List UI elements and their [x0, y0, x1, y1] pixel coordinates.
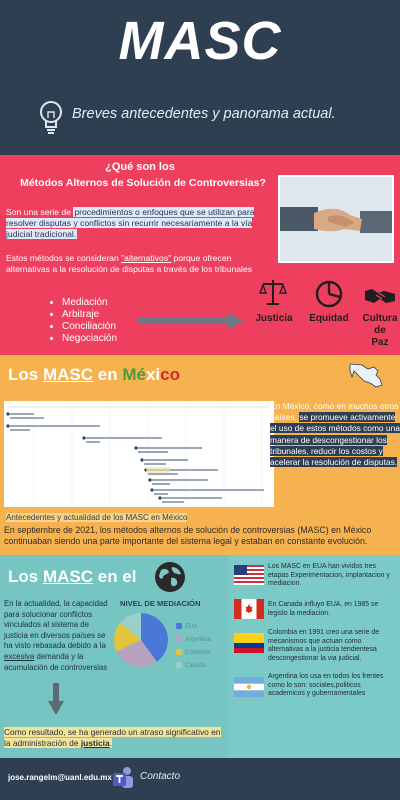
question-line-1: ¿Qué son los	[105, 161, 175, 173]
list-item: • Arbitraje	[62, 309, 117, 321]
handshake-icon	[364, 281, 396, 311]
side-intro: En México, como en muchos otros países,	[270, 401, 399, 423]
mediation-pie-chart	[112, 611, 170, 669]
section-title-world	[8, 567, 136, 587]
section-mexico	[0, 355, 400, 555]
mexico-side-text	[270, 401, 400, 468]
result-paragraph	[4, 727, 226, 748]
usa-flag-icon	[234, 565, 264, 585]
arrow-down-icon	[48, 683, 64, 715]
alternative-paragraph	[6, 253, 274, 275]
legend-item	[176, 634, 211, 647]
side-highlight: se promueve activamente el uso de estos métodos como una manera de descongestionar los tribunales, reducir los costos y acelerar la resolución de disputas.	[270, 412, 400, 468]
title-masc-world: MASC	[42, 567, 94, 586]
world-para-underline: excesiva	[4, 651, 35, 661]
world-para-b: demanda y la acumulación de controversias	[4, 651, 108, 672]
contact-label: Contacto	[140, 771, 181, 782]
arrow-right-icon	[138, 313, 244, 329]
question-line-2: Métodos Alternos de Solución de Controversias?	[20, 177, 266, 189]
title-los-world: Los	[8, 567, 43, 586]
legend-swatch	[176, 636, 182, 642]
legend-item	[176, 647, 211, 660]
definition-highlight: procedimientos o enfoques que se utilizan para resolver disputas y conflictos sin recurrir necesariamente a la vía judicial tradicional.	[6, 207, 255, 240]
legend-label: Colombia	[185, 650, 211, 656]
chart-title: NIVEL DE MEDIACIÓN	[120, 599, 201, 608]
definition-paragraph	[6, 207, 274, 241]
legend-swatch	[176, 649, 182, 655]
title-en-el: en el	[93, 567, 137, 586]
country-text-eua: Los MASC en EUA han vividos tres etapas Experimentacion, implantacion y mediacion.	[268, 563, 390, 588]
section-what-are	[0, 155, 400, 355]
title-en: en	[93, 365, 123, 384]
page-title: MASC	[118, 11, 282, 71]
pie-chart-icon	[314, 279, 344, 309]
legend-item	[176, 621, 211, 634]
handshake-image	[278, 175, 394, 263]
result-text: Como resultado, se ha generado un atraso significativo en la administración de	[4, 727, 221, 748]
world-para-a: En la actualidad, la capacidad para solucionar conflictos vinculados al sistema de justicia en diversos países se ha visto rebasada debido a la	[4, 599, 108, 651]
section-title-mexico	[8, 365, 180, 385]
title-xi: xi	[145, 365, 161, 384]
timeline-image	[4, 401, 274, 507]
legend-label: EUA	[185, 624, 198, 630]
mexico-paragraph: En septiembre de 2021, los métodos alternos de solución de controversias (MASC) en México continuaban siendo una parte importante del sistema legal y estaban en constante evolución.	[4, 525, 372, 546]
chart-legend	[176, 621, 211, 673]
label-cultura-de-paz	[360, 313, 400, 349]
methods-list	[62, 297, 117, 345]
title-co: co	[160, 365, 180, 384]
mexico-map-icon	[348, 361, 384, 389]
legend-label: Argentina	[185, 637, 211, 643]
email-link[interactable]: jose.rangelm@uanl.edu.mx	[8, 773, 112, 782]
argentina-flag-icon	[234, 677, 264, 697]
teams-icon	[112, 764, 134, 792]
list-item: • Negociación	[62, 333, 117, 345]
alternative-intro: Estos métodos se consideran	[6, 253, 122, 263]
legend-swatch	[176, 662, 182, 668]
globe-icon	[154, 561, 186, 593]
alternative-term: "alternativos"	[121, 253, 172, 263]
label-paz: Paz	[371, 337, 389, 348]
legend-swatch	[176, 623, 182, 629]
legend-label: Canadá	[185, 663, 207, 669]
list-item: • Conciliación	[62, 321, 117, 333]
section-world	[0, 555, 400, 758]
title-masc: MASC	[42, 365, 94, 384]
country-text-canada: En Canada influyo EUA, en 1985 se legislo la mediacion.	[268, 601, 379, 617]
label-justicia: Justicia	[255, 313, 293, 324]
result-end: .	[109, 737, 112, 748]
timeline-caption: Antecedentes y actualidad de los MASC en México	[6, 513, 188, 522]
footer	[0, 758, 400, 800]
world-paragraph	[4, 599, 110, 673]
alternative-rest: porque ofrecen alternativas a la resolución de disputas a través de los tribunales	[6, 253, 253, 275]
title-los: Los	[8, 365, 43, 384]
label-equidad: Equidad	[309, 313, 349, 324]
country-text-colombia: Colombia en 1991 creo una serie de mecanismos que actuan como alternativas a la justicia tendientesa descongestionar la via judicial.	[268, 629, 380, 662]
title-me: Mé	[122, 365, 146, 384]
legend-item	[176, 660, 211, 673]
result-highlight: justicia	[80, 737, 110, 748]
definition-intro: Son una serie de	[6, 207, 74, 217]
label-de: de	[374, 325, 386, 336]
scales-icon	[258, 277, 288, 307]
page-subtitle: Breves antecedentes y panorama actual.	[72, 106, 336, 122]
canada-flag-icon	[234, 599, 264, 619]
lightbulb-icon	[36, 98, 66, 136]
list-item: • Mediación	[62, 297, 117, 309]
label-cultura: Cultura	[362, 313, 398, 324]
colombia-flag-icon	[234, 633, 264, 653]
header	[0, 0, 400, 155]
country-text-argentina: Argentina los usa en todos los frentes como lo son: sociales,politicos academicos y gubernamentales	[268, 673, 384, 698]
